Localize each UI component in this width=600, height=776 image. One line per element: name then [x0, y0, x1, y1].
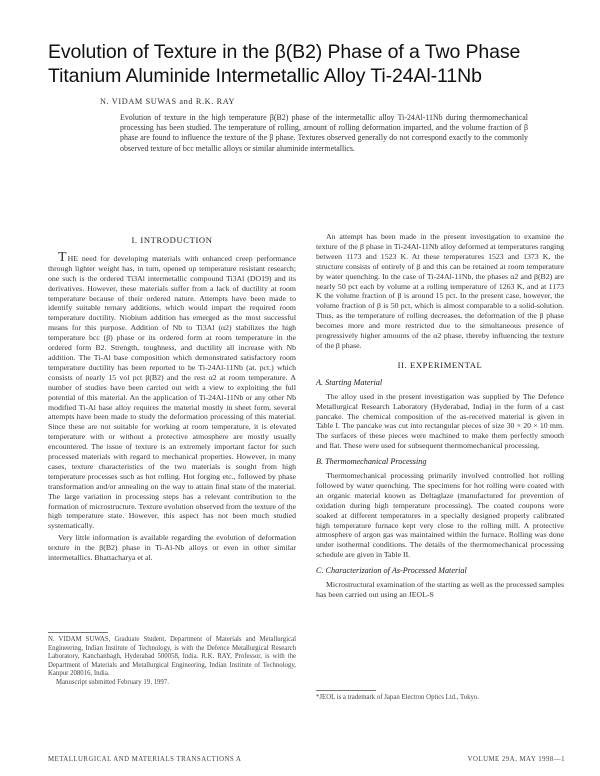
intro-paragraph-2: Very little information is available regarding the evolution of deformation texture in the β(B2) phase in Ti-Al-Nb alloys or even in other similar intermetallics. Bhattacharya et al.	[48, 533, 296, 563]
subsection-b-text: Thermomechanical processing primarily involved controlled hot rolling followed by water quenching. The specimens for hot rolling were coated with an organic material known as Deltaglaze (manufactured for prevention of oxidation during high temperature processing). The coated coupons were soaked at different temperatures in a specially designed properly calibrated high temperature furnace kept very close to the rolling mill. A protective atmosphere of argon gas was maintained within the furnace. Rolling was done under isothermal conditions. The details of the thermomechanical processing schedule are given in Table II.	[316, 471, 564, 560]
paper-authors: N. VIDAM SUWAS and R.K. RAY	[100, 97, 236, 106]
left-column	[48, 232, 296, 565]
experimental-heading: II. EXPERIMENTAL	[397, 359, 483, 370]
footnote-manuscript: Manuscript submitted February 19, 1997.	[56, 678, 169, 686]
right-paragraph-1: An attempt has been made in the present investigation to examine the texture of the β phase in Ti-24Al-11Nb alloy deformed at temperatures ranging between 1173 and 1523 K. At these temperatures 1523 and 1373 K, the structure consists of entirely of β and this can be retained at room temperature by water quenching. In the case of Ti-24Al-11Nb, the phases α2 and β(B2) are nearly 50 pct each by volume at a rolling temperature of 1263 K, and at 1173 K the volume fraction of β is around 15 pct. In the present case, however, the volume fraction of β is 50 pct, which is almost comparable to a solid-solution. Thus, as the temperature of rolling decreases, the deformation of the β phase becomes more and more restricted due to the simultaneous presence of progressively higher amounts of the α2 phase, thereby influencing the texture of the β phase.	[316, 232, 564, 350]
running-footer-journal: METALLURGICAL AND MATERIALS TRANSACTIONS A	[48, 756, 242, 763]
abstract: Evolution of texture in the high temperature β(B2) phase of the intermetallic alloy Ti-24Al-11Nb during thermomechanical processing has been studied. The temperature of rolling, amount of rolling deformation imparted, and the volume fraction of β phase are found to influence the texture of the β phase. Textures observed generally do not correspond exactly to the commonly observed texture of bcc metallic alloys or similar aluminide intermetallics.	[120, 113, 528, 153]
intro-paragraph-1: THE need for developing materials with enhanced creep performance through lighter weight has, in turn, opened up temperature resistant research; one such is the ordered Ti3Al intermetallic compound Ti3Al (DO19) and its derivatives. However, these materials suffer from a lack of ductility at room temperature because of their ordered nature. Attempts have been made to identify suitable ternary additions, which would impart the required room temperature ductility. Niobium addition has emerged as the most successful means for this purpose. Addition of Nb to Ti3Al (α2) stabilizes the high temperature bcc (β) phase or its ordered form at room temperature in the ordered form B2. Strength, toughness, and ductility all increase with Nb addition. The Ti-Al base composition which demonstrated satisfactory room temperature ductility has been reported to be Ti-24Al-11Nb (at. pct.) which consists of nearly 15 vol pct β(B2) and the rest α2 at room temperature. A number of studies have been carried out with a view to exploiting the full potential of this material. An the application of Ti-24Al-11Nb or any other Nb modified Ti-Al base alloy requires the material mostly in sheet form, several attempts have been made to study the deformation processing of this material. Since these are not suitable for working at room temperature, it is elevated temperature with or without a protective atmosphere are mostly usually encountered. The issue of texture is an extremely important factor for such processed materials with regard to mechanical properties. However, in many cases, texture characteristics of the two materials is sought from high temperature processes such as hot rolling. Hot forging etc., followed by phase transformation and/or annealing on the way to attain final state of the material. The large variation in processing steps has a relevant contribution to the formation of microstructure. Texture evolution observed from the texture of the high temperature state. However, this aspect has not been much studied systematically.	[48, 249, 296, 531]
subsection-c-text: Microstructural examination of the starting as well as the processed samples has been carried out using an JEOL-S	[316, 580, 564, 599]
footnote-affiliation: N. VIDAM SUWAS, Graduate Student, Department of Materials and Metallurgical Engineering, Indian Institute of Technology, is with the Defence Metallurgical Research Laboratory, Kanchanbagh, Hyderabad 500058, India. R.K. RAY, Professor, is with the Department of Materials and Metallurgical Engineering, Indian Institute of Technology, Kanpur 208016, India.	[48, 636, 296, 678]
subsection-c-heading: C. Characterization of As-Processed Material	[316, 566, 467, 576]
subsection-a-text: The alloy used in the present investigation was supplied by The Defence Metallurgical Research Laboratory (Hyderabad, India) in the form of a cast pancake. The chemical composition of the as-received material is given in Table I. The pancake was cut into rectangular pieces of size 30 × 20 × 10 mm. The surfaces of these pieces were machined to make them perfectly smooth and flat. These were used for subsequent thermomechanical processing.	[316, 391, 564, 451]
paper-title: Evolution of Texture in the β(B2) Phase of a Two Phase Titanium Aluminide Intermetallic Alloy Ti-24Al-11Nb	[48, 41, 521, 87]
right-column	[316, 232, 564, 602]
footnote-divider-left	[48, 632, 108, 633]
running-footer-volume: VOLUME 29A, MAY 1998—1	[467, 756, 565, 763]
footnote-divider-right	[316, 690, 376, 691]
subsection-a-heading: A. Starting Material	[316, 377, 383, 387]
footnote-right: *JEOL is a trademark of Japan Electron Optics Ltd., Tokyo.	[316, 694, 479, 701]
subsection-b-heading: B. Thermomechanical Processing	[316, 457, 427, 467]
introduction-heading: I. INTRODUCTION	[131, 235, 213, 245]
footnote-left	[48, 636, 296, 688]
